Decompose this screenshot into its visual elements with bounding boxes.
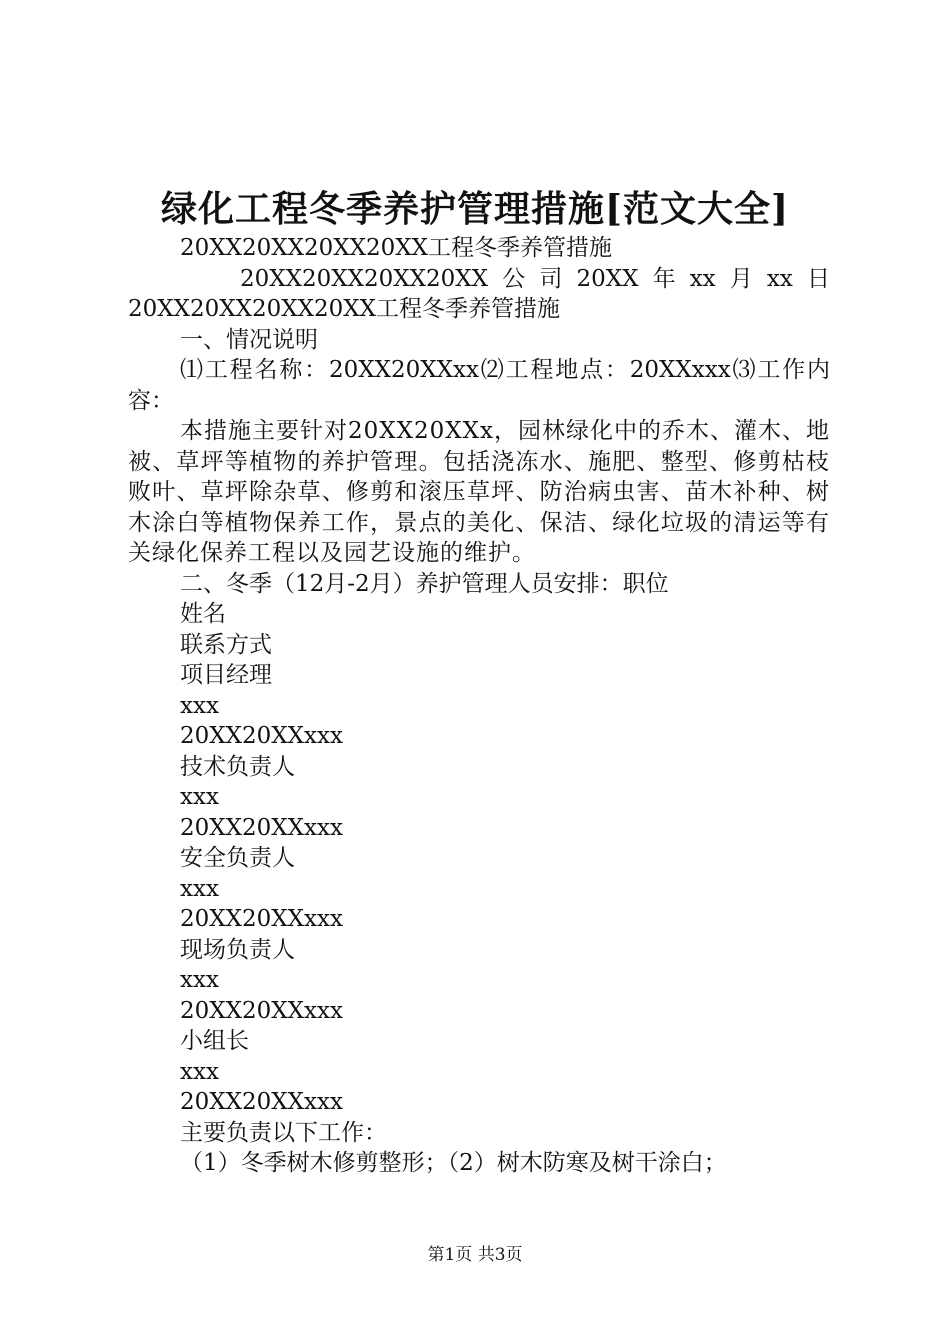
- date-part: 20XX: [576, 265, 639, 292]
- staff-role: 现场负责人: [180, 936, 295, 963]
- doc-name-line: 20XX20XX20XX20XX工程冬季养管措施: [128, 296, 561, 322]
- document-body: [128, 233, 830, 1179]
- date-part: 日: [806, 265, 830, 292]
- section-heading-1: 一、情况说明: [180, 326, 318, 353]
- duties-intro: 主要负责以下工作：: [180, 1119, 387, 1146]
- date-part: xx: [766, 265, 793, 292]
- staff-name: xxx: [180, 784, 219, 810]
- date-part: 20XX20XX20XX20XX: [240, 265, 489, 292]
- section-heading-2: 二、冬季（12月-2月）养护管理人员安排：职位: [180, 570, 669, 597]
- staff-name: xxx: [180, 967, 219, 993]
- subtitle-line: 20XX20XX20XX20XX工程冬季养管措施: [180, 235, 613, 261]
- staff-role: 安全负责人: [180, 845, 295, 871]
- staff-contact: 20XX20XXxxx: [180, 997, 343, 1024]
- staff-name: xxx: [180, 1058, 219, 1085]
- staff-name: xxx: [180, 875, 219, 902]
- staff-header-contact: 联系方式: [180, 631, 272, 658]
- staff-contact: 20XX20XXxxx: [180, 723, 343, 749]
- date-part: xx: [689, 265, 716, 292]
- date-part: 月: [729, 265, 753, 292]
- project-info-paragraph: ⑴工程名称：20XX20XXxx⑵工程地点：20XXxxx⑶工作内容：: [128, 357, 830, 414]
- staff-role: 项目经理: [180, 662, 272, 688]
- date-line: [128, 264, 830, 295]
- scope-paragraph: 本措施主要针对20XX20XXx，园林绿化中的乔木、灌木、地被、草坪等植物的养护管理。包括浇冻水、施肥、整型、修剪枯枝败叶、草坪除杂草、修剪和滚压草坪、防治病虫害、苗木补种、树木涂白等植物保养工作，景点的美化、保洁、绿化垃圾的清运等有关绿化保养工程以及园艺设施的维护。: [128, 418, 831, 566]
- page-footer: 第1页 共3页: [427, 1245, 523, 1265]
- document-title: 绿化工程冬季养护管理措施[范文大全]: [160, 188, 790, 230]
- staff-contact: 20XX20XXxxx: [180, 1089, 343, 1115]
- duties-line: （1）冬季树木修剪整形；（2）树木防寒及树干涂白；: [180, 1150, 727, 1176]
- staff-name: xxx: [180, 692, 219, 719]
- staff-role: 小组长: [180, 1028, 249, 1054]
- date-part: 公: [502, 265, 526, 292]
- staff-role: 技术负责人: [180, 753, 295, 780]
- date-part: 年: [652, 265, 676, 292]
- staff-contact: 20XX20XXxxx: [180, 814, 343, 841]
- staff-header-name: 姓名: [180, 601, 226, 627]
- staff-contact: 20XX20XXxxx: [180, 906, 343, 932]
- date-part: 司: [539, 265, 563, 292]
